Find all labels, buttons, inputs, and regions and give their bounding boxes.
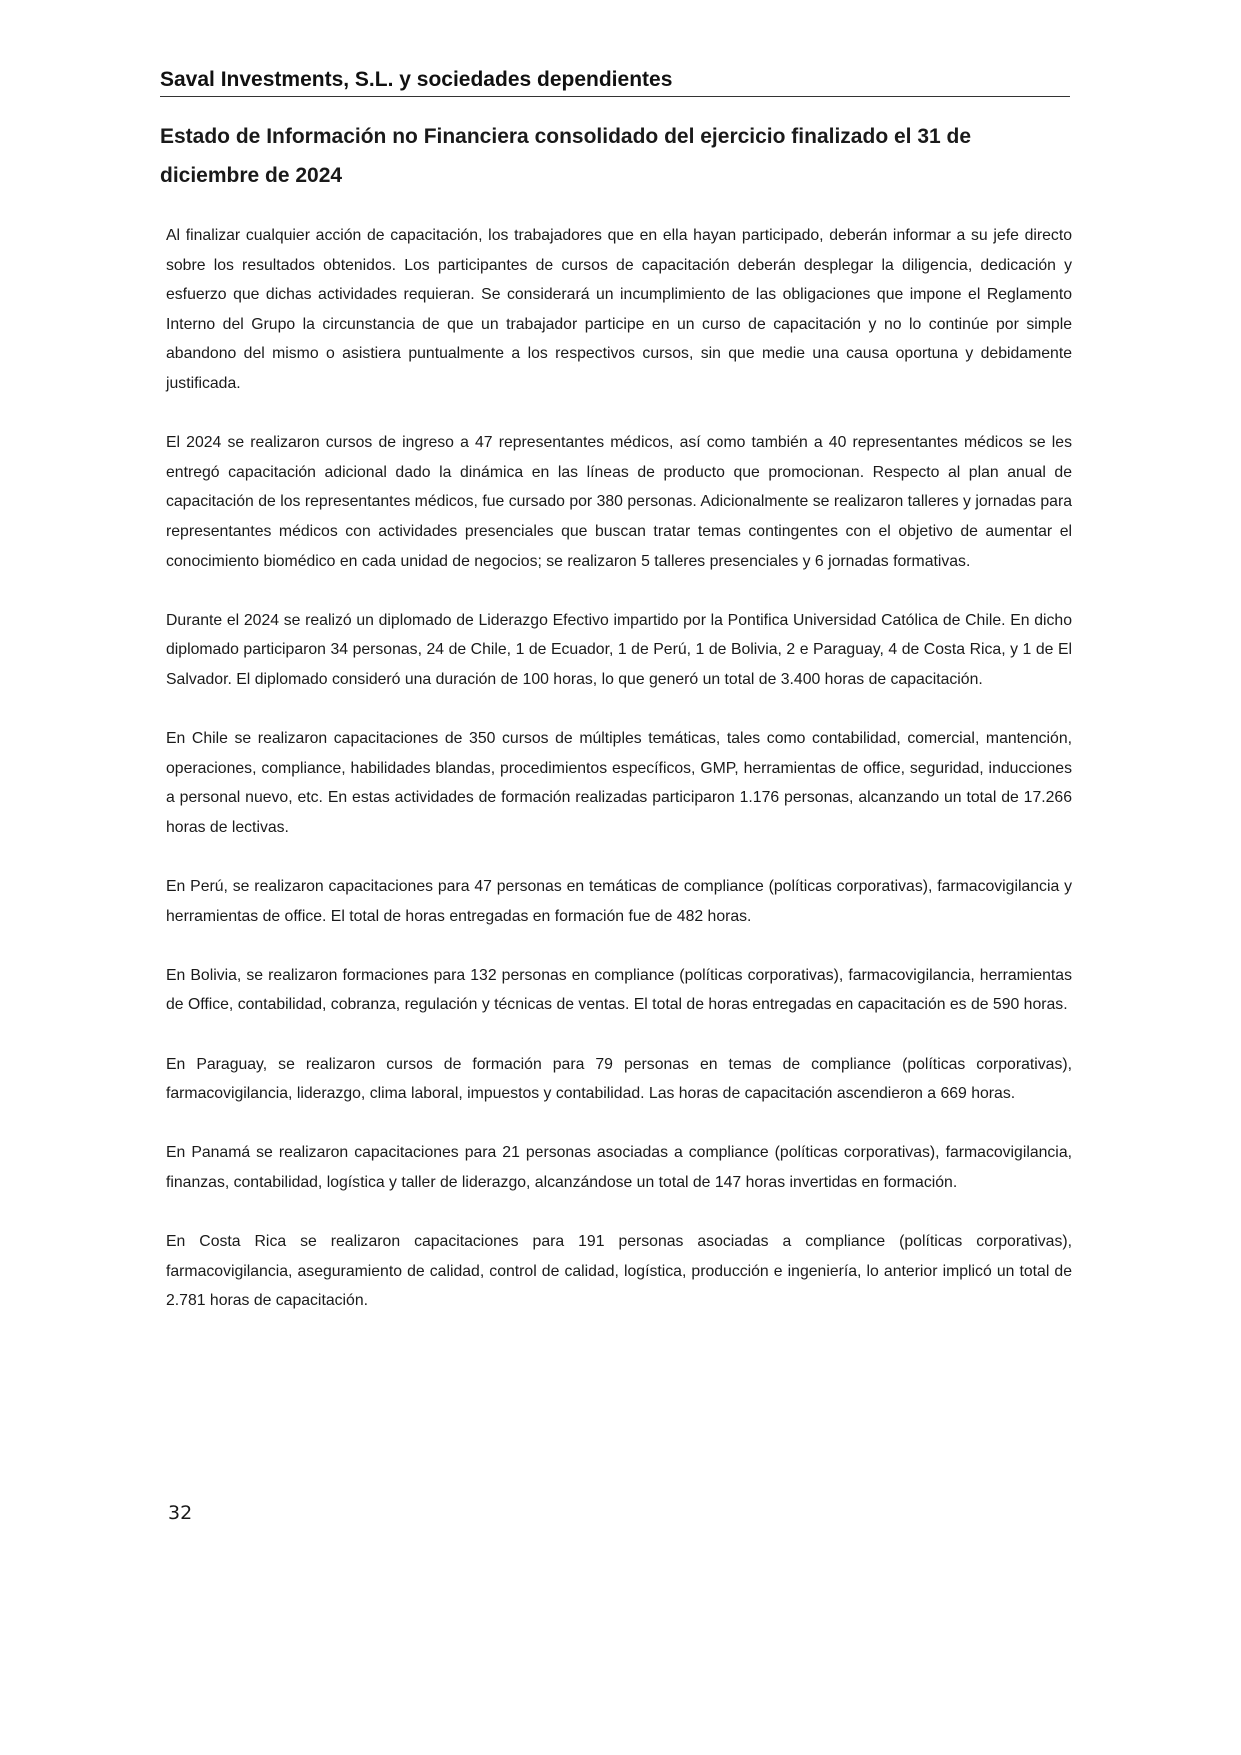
body-text [166,221,1072,1346]
paragraph-paraguay: En Paraguay, se realizaron cursos de formación para 79 personas en temas de compliance (políticas corporativas), farmacovigilancia, liderazgo, clima laboral, impuestos y contabilidad. Las horas de capacitación ascendieron a 669 horas. [166,1055,1072,1103]
page-number: 32 [168,1502,193,1524]
paragraph-costa-rica: En Costa Rica se realizaron capacitaciones para 191 personas asociadas a compliance (políticas corporativas), farmacovigilancia, aseguramiento de calidad, control de calidad, logística, producción e ingeniería, lo anterior implicó un total de 2.781 horas de capacitación. [166,1233,1072,1310]
paragraph-capacitacion-informe: Al finalizar cualquier acción de capacitación, los trabajadores que en ella hayan participado, deberán informar a su jefe directo sobre los resultados obtenidos. Los participantes de cursos de capacitación deberán desplegar la diligencia, dedicación y esfuerzo que dichas actividades requieran. Se considerará un incumplimiento de las obligaciones que impone el Reglamento Interno del Grupo la circunstancia de que un trabajador participe en un curso de capacitación y no lo continúe por simple abandono del mismo o asistiera puntualmente a los respectivos cursos, sin que medie una causa oportuna y debidamente justificada. [166,227,1072,392]
paragraph-peru: En Perú, se realizaron capacitaciones para 47 personas en temáticas de compliance (políticas corporativas), farmacovigilancia y herramientas de office. El total de horas entregadas en formación fue de 482 horas. [166,878,1072,925]
paragraph-chile: En Chile se realizaron capacitaciones de 350 cursos de múltiples temáticas, tales como contabilidad, comercial, mantención, operaciones, compliance, habilidades blandas, procedimientos específicos, GMP, herramientas de office, seguridad, inducciones a personal nuevo, etc. En estas actividades de formación realizadas participaron 1.176 personas, alcanzando un total de 17.266 horas de lectivas. [166,730,1072,836]
document-subtitle: Estado de Información no Financiera consolidado del ejercicio finalizado el 31 de diciembre de 2024 [160,125,972,187]
paragraph-diplomado-liderazgo: Durante el 2024 se realizó un diplomado de Liderazgo Efectivo impartido por la Pontifica Universidad Católica de Chile. En dicho diplomado participaron 34 personas, 24 de Chile, 1 de Ecuador, 1 de Perú, 1 de Bolivia, 2 e Paraguay, 4 de Costa Rica, y 1 de El Salvador. El diplomado consideró una duración de 100 horas, lo que generó un total de 3.400 horas de capacitación. [166,611,1072,688]
paragraph-representantes-medicos: El 2024 se realizaron cursos de ingreso a 47 representantes médicos, así como también a 40 representantes médicos se les entregó capacitación adicional dado la dinámica en las líneas de producto que promocionan. Respecto al plan anual de capacitación de los representantes médicos, fue cursado por 380 personas. Adicionalmente se realizaron talleres y jornadas para representantes médicos con actividades presenciales que buscan tratar temas contingentes con el objetivo de aumentar el conocimiento biomédico en cada unidad de negocios; se realizaron 5 talleres presenciales y 6 jornadas formativas. [166,434,1072,570]
company-header: Saval Investments, S.L. y sociedades dependientes [160,68,1070,97]
paragraph-panama: En Panamá se realizaron capacitaciones para 21 personas asociadas a compliance (políticas corporativas), farmacovigilancia, finanzas, contabilidad, logística y taller de liderazgo, alcanzándose un total de 147 horas invertidas en formación. [166,1144,1072,1191]
paragraph-bolivia: En Bolivia, se realizaron formaciones para 132 personas en compliance (políticas corporativas), farmacovigilancia, herramientas de Office, contabilidad, cobranza, regulación y técnicas de ventas. El total de horas entregadas en capacitación es de 590 horas. [166,966,1072,1014]
